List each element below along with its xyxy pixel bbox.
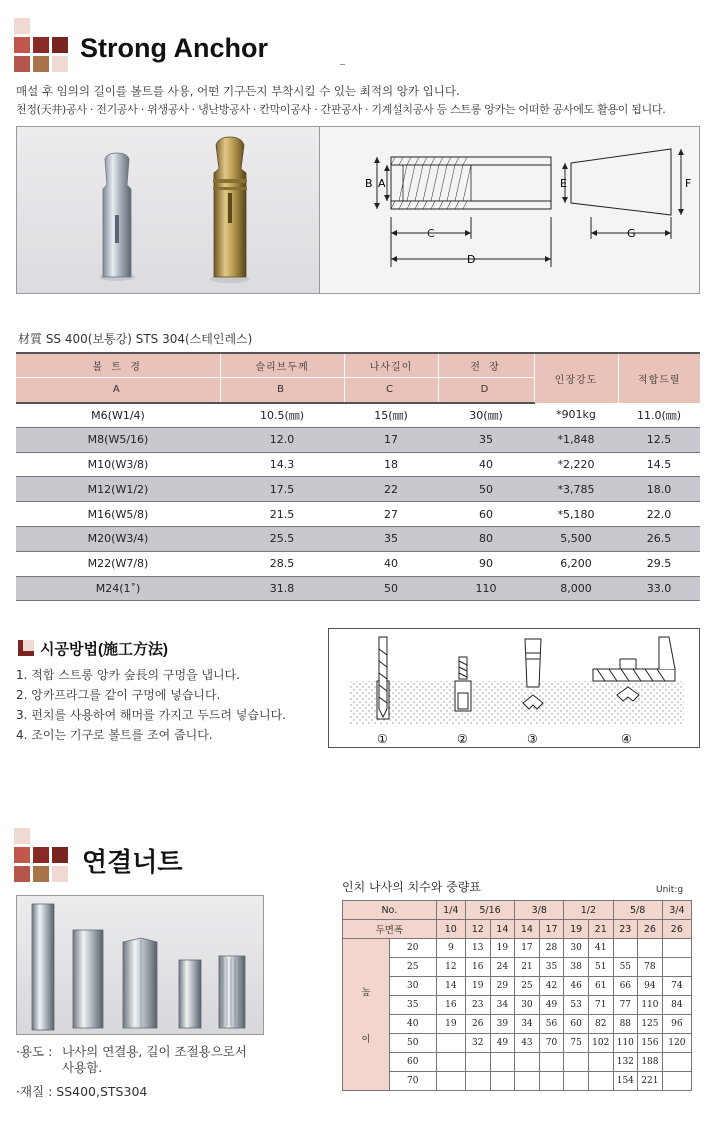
nut-weight-cell: 51 xyxy=(588,958,613,977)
nut-weight-cell: 75 xyxy=(564,1034,589,1053)
nut-weight-cell: 23 xyxy=(465,996,490,1015)
nut-height-value: 25 xyxy=(389,958,436,977)
col-header-length: 전 장 xyxy=(438,353,534,378)
nut-width: 19 xyxy=(564,920,589,939)
col-header-sleeve: 슬리브두께 xyxy=(220,353,344,378)
cell: 30(㎜) xyxy=(438,403,534,428)
nut-weight-cell: 14 xyxy=(436,977,465,996)
nut-weight-cell: 30 xyxy=(564,939,589,958)
cell: M8(W5/16) xyxy=(16,427,220,452)
table-row xyxy=(343,939,692,958)
method-fig-num-4: ④ xyxy=(621,732,632,746)
nut-weight-cell: 78 xyxy=(638,958,663,977)
method-diagram xyxy=(329,629,699,747)
nut-usage-text2: 사용함. xyxy=(62,1060,103,1075)
cell: 17 xyxy=(344,427,438,452)
cell: 14.3 xyxy=(220,452,344,477)
method-step-2: 2. 앙카프라그를 같이 구멍에 넣습니다. xyxy=(16,688,221,702)
nut-weight-cell: 120 xyxy=(662,1034,691,1053)
cell: 18 xyxy=(344,452,438,477)
nut-weight-cell xyxy=(539,1053,564,1072)
method-step-3: 3. 펀치를 사용하여 해머를 가지고 두드려 넣습니다. xyxy=(16,708,286,722)
nut-weight-cell: 221 xyxy=(638,1072,663,1091)
nut-weight-cell: 39 xyxy=(490,1015,515,1034)
nut-header-no: No. xyxy=(343,901,437,920)
cell: 50 xyxy=(344,576,438,601)
nut-weight-cell: 156 xyxy=(638,1034,663,1053)
nut-usage-text1: 나사의 연결용, 길이 조절용으로서 xyxy=(62,1044,247,1059)
nut-weight-cell: 19 xyxy=(465,977,490,996)
nut-weight-cell: 29 xyxy=(490,977,515,996)
cell: *2,220 xyxy=(534,452,618,477)
table-row xyxy=(343,1053,692,1072)
nut-width: 26 xyxy=(662,920,691,939)
method-fig-num-2: ② xyxy=(457,732,468,746)
cell: 31.8 xyxy=(220,576,344,601)
nut-width: 14 xyxy=(515,920,540,939)
nut-weight-cell: 21 xyxy=(515,958,540,977)
table-row xyxy=(343,996,692,1015)
anchor-desc-line1: 매설 후 임의의 길이를 볼트를 사용, 어떤 기구든지 부착시킬 수 있는 최적의 앙카 입니다. xyxy=(16,84,460,98)
dim-label-c: C xyxy=(427,227,435,240)
nut-weight-cell: 70 xyxy=(539,1034,564,1053)
cell: 29.5 xyxy=(618,551,700,576)
nut-width: 17 xyxy=(539,920,564,939)
nut-width: 21 xyxy=(588,920,613,939)
nut-weight-cell xyxy=(588,1072,613,1091)
col-header-bolt: 볼 트 경 xyxy=(16,353,220,378)
nut-weight-cell xyxy=(539,1072,564,1091)
nut-weight-cell xyxy=(436,1034,465,1053)
nut-weight-cell: 43 xyxy=(515,1034,540,1053)
nut-weight-cell: 34 xyxy=(515,1015,540,1034)
nut-weight-cell: 9 xyxy=(436,939,465,958)
cell: M24(1˚) xyxy=(16,576,220,601)
table-row xyxy=(16,403,700,428)
anchor-photo xyxy=(17,127,319,293)
cell: 90 xyxy=(438,551,534,576)
nut-width: 12 xyxy=(465,920,490,939)
cell: 22 xyxy=(344,477,438,502)
cell: 50 xyxy=(438,477,534,502)
nut-photo xyxy=(16,895,264,1035)
nut-weight-cell: 55 xyxy=(613,958,638,977)
cell: 40 xyxy=(438,452,534,477)
nut-weight-cell: 41 xyxy=(588,939,613,958)
table-row xyxy=(16,502,700,527)
table-row xyxy=(343,977,692,996)
nut-table-title: 인치 나사의 치수와 중량표 xyxy=(342,880,481,894)
cell: 11.0(㎜) xyxy=(618,403,700,428)
nut-weight-cell: 154 xyxy=(613,1072,638,1091)
nut-size: 5/8 xyxy=(613,901,662,920)
method-figure-box xyxy=(328,628,700,748)
nut-weight-cell xyxy=(662,1053,691,1072)
table-row xyxy=(343,1072,692,1091)
method-step-4: 4. 조이는 기구로 볼트를 조여 줍니다. xyxy=(16,728,213,742)
nut-weight-cell: 71 xyxy=(588,996,613,1015)
cell: 15(㎜) xyxy=(344,403,438,428)
nut-weight-cell xyxy=(436,1072,465,1091)
nut-weight-cell: 53 xyxy=(564,996,589,1015)
nut-photo-image xyxy=(17,896,263,1034)
nut-weight-cell: 49 xyxy=(490,1034,515,1053)
nut-weight-cell xyxy=(564,1072,589,1091)
col-header-b: B xyxy=(220,378,344,403)
cell: 25.5 xyxy=(220,527,344,552)
cell: 22.0 xyxy=(618,502,700,527)
nut-weight-cell: 16 xyxy=(465,958,490,977)
nut-weight-cell: 25 xyxy=(515,977,540,996)
nut-height-value: 50 xyxy=(389,1034,436,1053)
nut-weight-cell: 49 xyxy=(539,996,564,1015)
cell: 10.5(㎜) xyxy=(220,403,344,428)
nut-weight-cell: 30 xyxy=(515,996,540,1015)
dim-label-f: F xyxy=(685,177,692,190)
cell: *901kg xyxy=(534,403,618,428)
method-fig-num-3: ③ xyxy=(527,732,538,746)
nut-weight-cell: 42 xyxy=(539,977,564,996)
cell: 5,500 xyxy=(534,527,618,552)
page-title-nut: 연결너트 xyxy=(82,847,183,877)
nut-weight-cell: 74 xyxy=(662,977,691,996)
nut-header-height xyxy=(343,939,390,1091)
table-row xyxy=(16,551,700,576)
nut-weight-cell xyxy=(515,1072,540,1091)
logo-squares-anchor xyxy=(14,18,70,74)
nut-weight-cell: 12 xyxy=(436,958,465,977)
nut-weight-cell: 46 xyxy=(564,977,589,996)
nut-size: 5/16 xyxy=(465,901,514,920)
table-row xyxy=(343,1015,692,1034)
col-header-thread: 나사길이 xyxy=(344,353,438,378)
material-spec: 材質 SS 400(보통강) STS 304(스테인레스) xyxy=(18,332,253,346)
nut-weight-cell: 110 xyxy=(638,996,663,1015)
nut-width: 10 xyxy=(436,920,465,939)
col-header-a: A xyxy=(16,378,220,403)
cell: 80 xyxy=(438,527,534,552)
cell: 35 xyxy=(438,427,534,452)
cell: 110 xyxy=(438,576,534,601)
nut-weight-cell: 34 xyxy=(490,996,515,1015)
col-header-c: C xyxy=(344,378,438,403)
nut-weight-cell xyxy=(662,1072,691,1091)
cell: M10(W3/8) xyxy=(16,452,220,477)
nut-weight-cell xyxy=(515,1053,540,1072)
nut-height-value: 35 xyxy=(389,996,436,1015)
cell: 40 xyxy=(344,551,438,576)
cell: 12.5 xyxy=(618,427,700,452)
nut-weight-cell: 84 xyxy=(662,996,691,1015)
method-step-1: 1. 적합 스트롱 앙카 숲長의 구멍을 냅니다. xyxy=(16,668,241,682)
nut-weight-cell: 60 xyxy=(564,1015,589,1034)
nut-weight-cell: 13 xyxy=(465,939,490,958)
nut-size: 3/4 xyxy=(662,901,691,920)
nut-material: ·재질 : SS400,STS304 xyxy=(16,1084,148,1099)
method-title: 시공방법(施工方法) xyxy=(40,641,168,658)
cell: 18.0 xyxy=(618,477,700,502)
nut-weight-cell: 26 xyxy=(465,1015,490,1034)
nut-weight-cell: 88 xyxy=(613,1015,638,1034)
nut-height-value: 60 xyxy=(389,1053,436,1072)
nut-size: 1/4 xyxy=(436,901,465,920)
nut-size: 1/2 xyxy=(564,901,613,920)
nut-height-value: 30 xyxy=(389,977,436,996)
cell: M22(W7/8) xyxy=(16,551,220,576)
nut-weight-cell: 28 xyxy=(539,939,564,958)
anchor-dimension-diagram xyxy=(321,127,699,293)
dim-label-e: E xyxy=(560,177,567,190)
table-row xyxy=(16,452,700,477)
cell: *5,180 xyxy=(534,502,618,527)
nut-weight-cell: 82 xyxy=(588,1015,613,1034)
nut-weight-cell: 35 xyxy=(539,958,564,977)
dim-label-g: G xyxy=(627,227,636,240)
nut-table-unit: Unit:g xyxy=(656,885,684,895)
cell: 17.5 xyxy=(220,477,344,502)
nut-weight-cell xyxy=(564,1053,589,1072)
nut-weight-table xyxy=(342,900,692,1091)
nut-weight-cell xyxy=(662,939,691,958)
nut-weight-cell: 77 xyxy=(613,996,638,1015)
table-row xyxy=(16,477,700,502)
dim-label-a: A xyxy=(378,177,386,190)
cell: M12(W1/2) xyxy=(16,477,220,502)
nut-weight-cell: 94 xyxy=(638,977,663,996)
nut-header-width: 두면폭 xyxy=(343,920,437,939)
cell: *1,848 xyxy=(534,427,618,452)
anchor-photo-image xyxy=(17,127,319,293)
dim-label-d: D xyxy=(467,253,476,266)
nut-weight-cell xyxy=(465,1053,490,1072)
nut-weight-cell xyxy=(465,1072,490,1091)
cell: M16(W5/8) xyxy=(16,502,220,527)
nut-weight-cell xyxy=(588,1053,613,1072)
nut-weight-cell: 19 xyxy=(436,1015,465,1034)
cell: *3,785 xyxy=(534,477,618,502)
nut-header-height-2: 이 xyxy=(361,1034,371,1045)
table-row xyxy=(16,527,700,552)
nut-size: 3/8 xyxy=(515,901,564,920)
table-row xyxy=(343,958,692,977)
nut-weight-cell: 132 xyxy=(613,1053,638,1072)
nut-width: 26 xyxy=(638,920,663,939)
nut-weight-cell xyxy=(613,939,638,958)
col-header-d: D xyxy=(438,378,534,403)
cell: 8,000 xyxy=(534,576,618,601)
nut-weight-cell xyxy=(436,1053,465,1072)
nut-weight-cell: 16 xyxy=(436,996,465,1015)
nut-height-value: 70 xyxy=(389,1072,436,1091)
cell: 26.5 xyxy=(618,527,700,552)
nut-width: 14 xyxy=(490,920,515,939)
cell: 35 xyxy=(344,527,438,552)
nut-width: 23 xyxy=(613,920,638,939)
nut-height-value: 20 xyxy=(389,939,436,958)
anchor-figure-box xyxy=(16,126,700,294)
section-marker-icon xyxy=(18,640,34,656)
nut-header-height-1: 높 xyxy=(361,987,371,998)
nut-weight-cell: 102 xyxy=(588,1034,613,1053)
nut-height-value: 40 xyxy=(389,1015,436,1034)
nut-usage-label: ·용도 : xyxy=(16,1044,53,1059)
nut-weight-cell: 19 xyxy=(490,939,515,958)
cell: 28.5 xyxy=(220,551,344,576)
nut-weight-cell: 61 xyxy=(588,977,613,996)
nut-weight-cell: 56 xyxy=(539,1015,564,1034)
nut-weight-cell xyxy=(490,1053,515,1072)
title-tick xyxy=(340,64,345,65)
nut-weight-cell: 32 xyxy=(465,1034,490,1053)
cell: M20(W3/4) xyxy=(16,527,220,552)
nut-weight-cell: 110 xyxy=(613,1034,638,1053)
col-header-tensile: 인장강도 xyxy=(534,353,618,403)
nut-weight-cell: 66 xyxy=(613,977,638,996)
nut-weight-cell xyxy=(638,939,663,958)
cell: 60 xyxy=(438,502,534,527)
cell: 27 xyxy=(344,502,438,527)
anchor-desc-line2: 천정(天井)공사 · 전기공사 · 위생공사 · 냉난방공사 · 칸막이공사 · 간판공사 · 기계설치공사 등 스트롱 앙카는 어떠한 공사에도 활용이 됩니다. xyxy=(16,103,666,116)
nut-weight-cell: 188 xyxy=(638,1053,663,1072)
anchor-spec-table xyxy=(16,352,700,601)
table-row xyxy=(343,1034,692,1053)
nut-weight-cell: 24 xyxy=(490,958,515,977)
dim-label-b: B xyxy=(365,177,373,190)
page-title-anchor: Strong Anchor xyxy=(80,33,268,63)
logo-squares-nut xyxy=(14,828,70,884)
method-fig-num-1: ① xyxy=(377,732,388,746)
cell: 14.5 xyxy=(618,452,700,477)
nut-weight-cell: 125 xyxy=(638,1015,663,1034)
nut-weight-cell: 38 xyxy=(564,958,589,977)
col-header-drill: 적합드릴 xyxy=(618,353,700,403)
cell: 12.0 xyxy=(220,427,344,452)
table-row xyxy=(16,576,700,601)
figure-divider xyxy=(319,127,320,293)
cell: 6,200 xyxy=(534,551,618,576)
nut-weight-cell xyxy=(662,958,691,977)
cell: 21.5 xyxy=(220,502,344,527)
nut-weight-cell xyxy=(490,1072,515,1091)
nut-weight-cell: 17 xyxy=(515,939,540,958)
cell: 33.0 xyxy=(618,576,700,601)
table-row xyxy=(16,427,700,452)
nut-weight-cell: 96 xyxy=(662,1015,691,1034)
cell: M6(W1/4) xyxy=(16,403,220,428)
